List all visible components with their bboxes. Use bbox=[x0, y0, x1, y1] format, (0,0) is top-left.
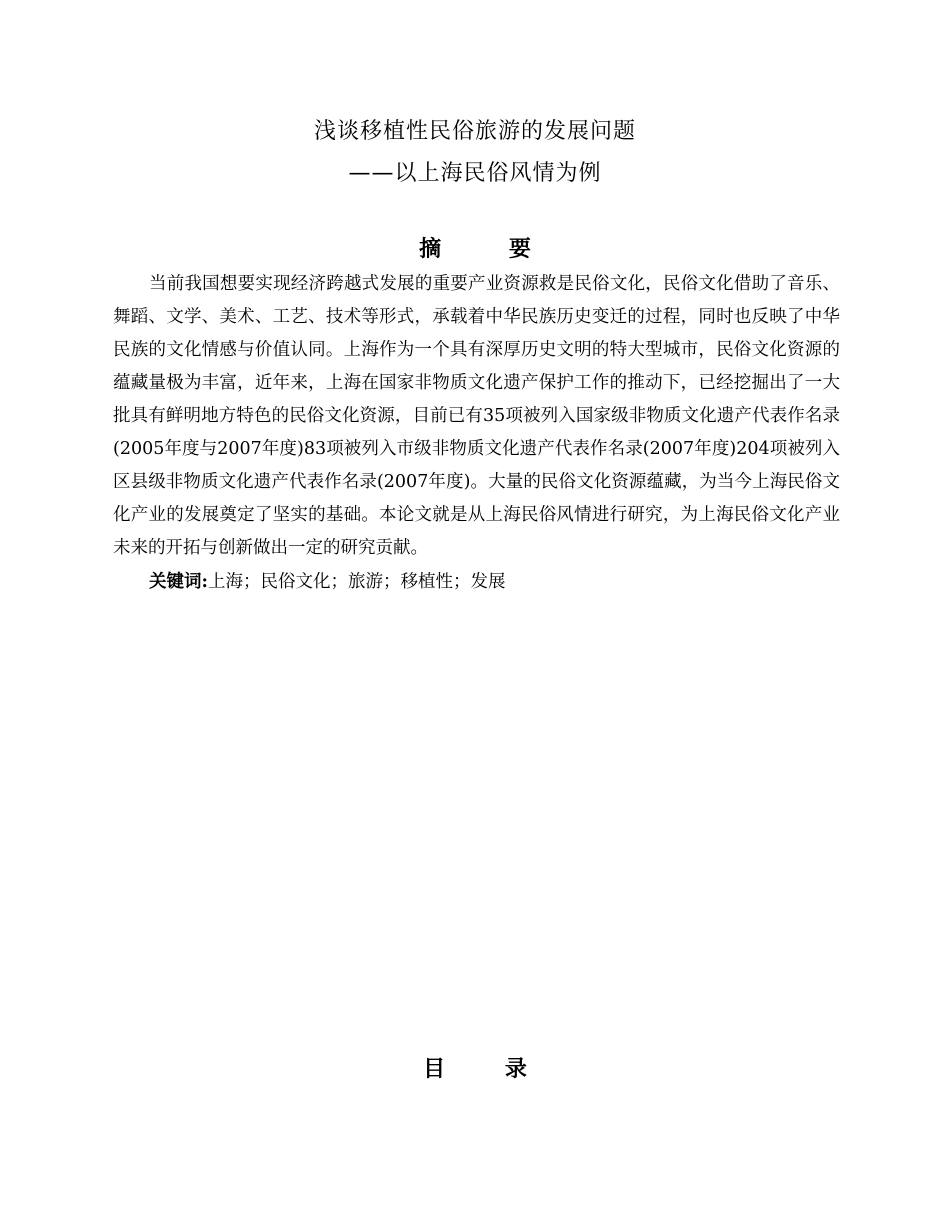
paper-subtitle: ——以上海民俗风情为例 bbox=[348, 161, 602, 186]
keywords-value: 上海；民俗文化；旅游；移植性；发展 bbox=[207, 572, 506, 592]
keywords-label: 关键词: bbox=[149, 572, 208, 592]
abstract-body bbox=[113, 268, 840, 565]
abstract-paragraph: 当前我国想要实现经济跨越式发展的重要产业资源救是民俗文化，民俗文化借助了音乐、舞蹈、文学、美术、工艺、技术等形式，承载着中华民族历史变迁的过程，同时也反映了中华民族的文化情感与价值认同。上海作为一个具有深厚历史文明的特大型城市，民俗文化资源的蕴藏量极为丰富，近年来，上海在国家非物质文化遗产保护工作的推动下，已经挖掘出了一大批具有鲜明地方特色的民俗文化资源，目前已有35项被列入国家级非物质文化遗产代表作名录(2005年度与2007年度)83项被列入市级非物质文化遗产代表作名录(2007年度)204项被列入区县级非物质文化遗产代表作名录(2007年度)。大量的民俗文化资源蕴藏，为当今上海民俗文化产业的发展奠定了坚实的基础。本论文就是从上海民俗风情进行研究，为上海民俗文化产业未来的开拓与创新做出一定的研究贡献。 bbox=[113, 274, 840, 558]
paper-title: 浅谈移植性民俗旅游的发展问题 bbox=[313, 119, 636, 144]
keywords-line bbox=[149, 566, 505, 599]
toc-heading: 目 录 bbox=[423, 1057, 553, 1082]
abstract-heading: 摘 要 bbox=[419, 237, 561, 262]
